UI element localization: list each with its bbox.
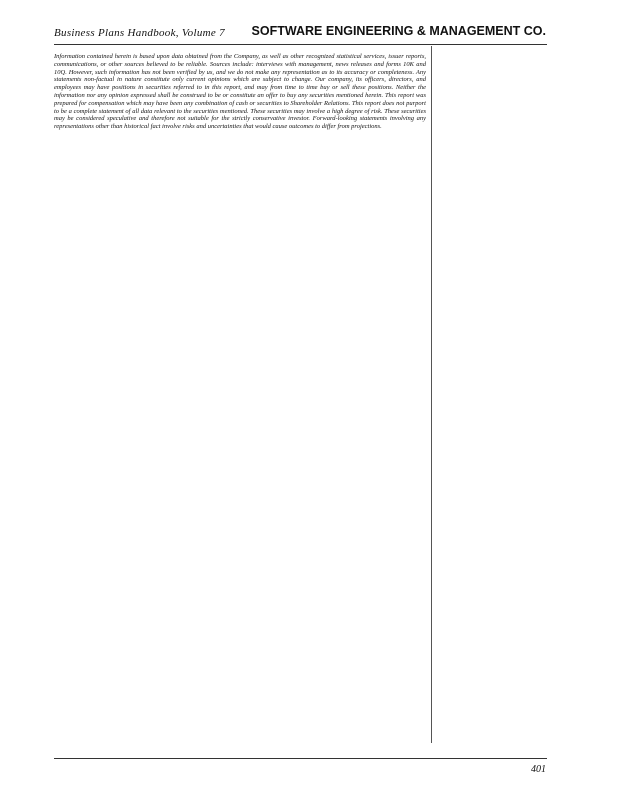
book-title: Business Plans Handbook, Volume 7 [54, 27, 225, 39]
disclaimer-paragraph: Information contained herein is based upon data obtained from the Company, as well as other recognized statistical services, issuer reports, communications, or other sources believed to be reliable. Sources include: interviews with management, news releases and forms 10K and 10Q. However, such information has not been verified by us, and we do not make any representation as to its accuracy or completeness. Any statements non-factual in nature constitute only current opinions which are subject to change. Our company, its officers, directors, and employees may have positions in securities referred to in this report, and may from time to time buy or sell these positions. Neither the information nor any opinion expressed shall be construed to be or constitute an offer to buy any securities mentioned herein. This report was prepared for compensation which may have been any combination of cash or securities to Shareholder Relations. This report does not purport to be a complete statement of all data relevant to the securities mentioned. These securities may involve a high degree of risk. These securities may be considered speculative and therefore not suitable for the strictly conservative investor. Forward-looking statements involving any representations other than historical fact involve risks and uncertainties that would cause outcomes to differ from projections. [54, 53, 426, 131]
column-divider [431, 46, 432, 743]
footer-divider [54, 758, 547, 759]
header-divider [54, 44, 547, 45]
page-number: 401 [531, 764, 546, 775]
section-title: SOFTWARE ENGINEERING & MANAGEMENT CO. [251, 24, 546, 38]
running-header [54, 24, 546, 44]
